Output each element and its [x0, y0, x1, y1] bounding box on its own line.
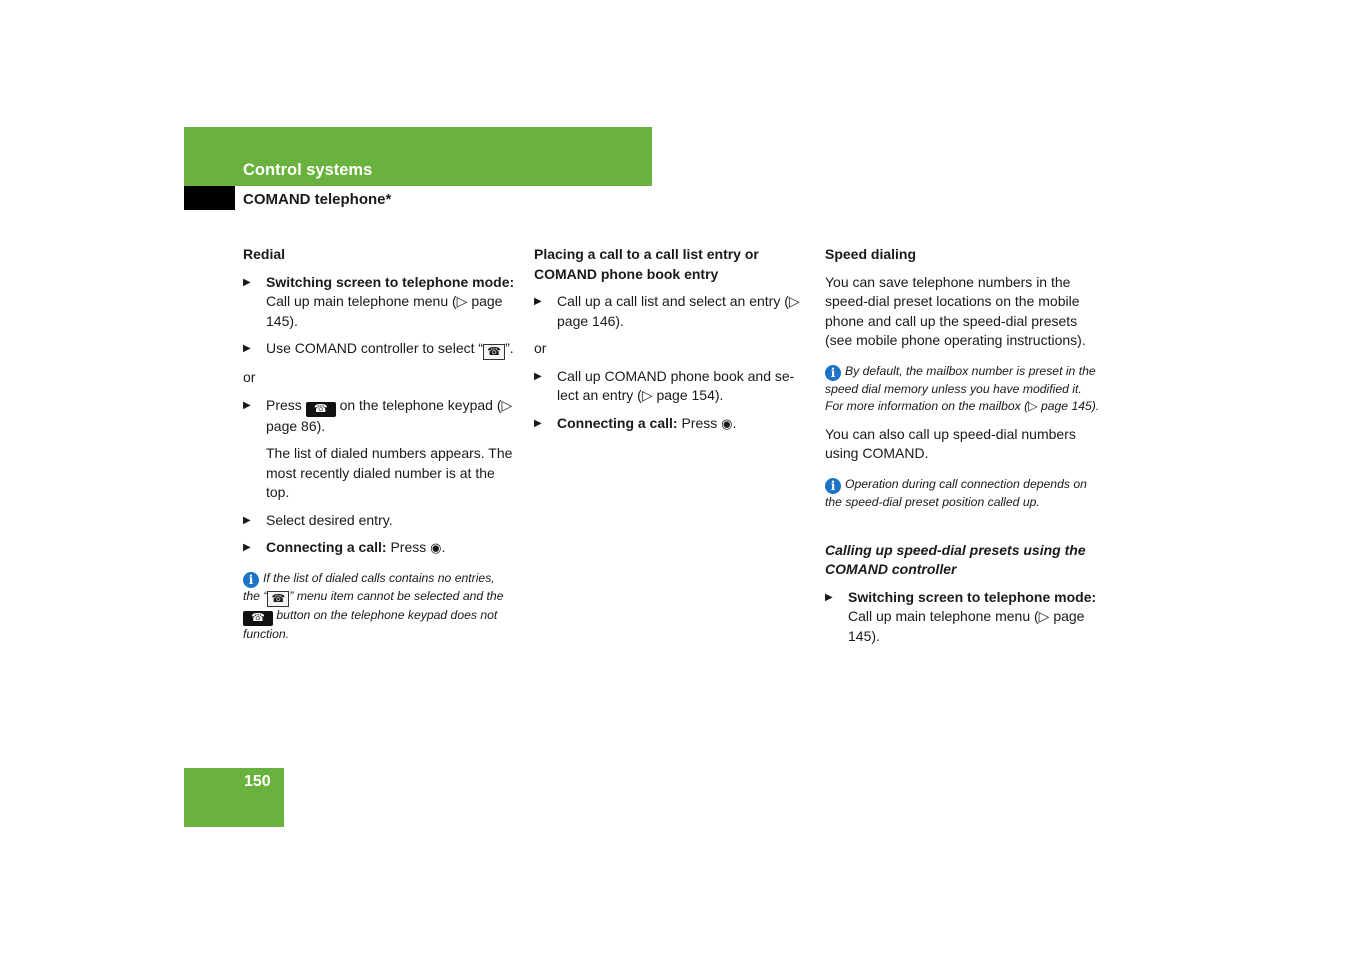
- step-text-end: on the telephone keypad (▷ page 86).: [266, 396, 513, 434]
- bullet-arrow-icon: ▶: [243, 276, 251, 288]
- info-icon: i: [243, 572, 259, 588]
- heading-call-list: Placing a call to a call list entry or COMAND phone book entry: [534, 246, 759, 282]
- bullet-arrow-icon: ▶: [243, 399, 251, 411]
- bullet-arrow-icon: ▶: [825, 591, 833, 603]
- step-text: Call up main telephone menu (▷ page 145).: [266, 293, 503, 329]
- telephone-button-icon: ☎: [306, 402, 336, 417]
- bullet-arrow-icon: ▶: [534, 417, 542, 429]
- telephone-screen-icon: ☎: [483, 344, 505, 360]
- step-select-telephone: [243, 339, 515, 360]
- subsection-title: COMAND telephone*: [243, 191, 392, 208]
- note-text: If the list of dialed calls contains no entries, the “: [243, 570, 495, 603]
- step-switch-telephone-mode: [825, 588, 1100, 647]
- paragraph-speed-dial-comand: You can also call up speed-dial numbers using COMAND.: [825, 425, 1076, 461]
- controller-icon: ◉: [721, 415, 733, 431]
- note-text-mid: ” menu item cannot be selected and the: [289, 588, 504, 603]
- step-text: Use COMAND controller to select “: [266, 340, 484, 356]
- bullet-arrow-icon: ▶: [243, 514, 251, 526]
- step-connect-call: [243, 538, 515, 558]
- step-phone-book: [534, 367, 802, 406]
- step-label: Connecting a call:: [557, 414, 678, 431]
- telephone-button-icon: ☎: [243, 611, 273, 626]
- step-switch-telephone-mode: [243, 273, 515, 332]
- step-text-end: .: [732, 414, 737, 431]
- step-text-end: .: [441, 539, 446, 555]
- or-text: or: [243, 369, 256, 385]
- controller-icon: ◉: [430, 540, 442, 555]
- column-call-list: [534, 245, 802, 441]
- paragraph-speed-dial-intro: You can save telephone numbers in the speed-dial preset locations on the mobile phone and call up the speed-dial presets (see mobile phone operating instructions).: [825, 273, 1086, 348]
- info-note-call-connection: [825, 476, 1100, 511]
- step-result: The list of dialed numbers appears. The most recently dialed number is at the top.: [266, 445, 513, 500]
- step-connect-call: [534, 414, 802, 434]
- info-note-mailbox: [825, 363, 1100, 415]
- note-text: By default, the mailbox number is preset in the speed dial memory unless you have modified it. For more information on the mailbox (▷ page 145).: [825, 363, 1100, 413]
- subheading-speed-dial-controller: Calling up speed-dial presets using the COMAND controller: [825, 541, 1086, 577]
- page-number: 150: [244, 773, 271, 790]
- section-title: Control systems: [243, 161, 373, 179]
- bullet-arrow-icon: ▶: [243, 542, 251, 553]
- step-text-end: ”.: [505, 340, 514, 356]
- step-text: Call up main telephone menu (▷ page 145).: [848, 608, 1085, 644]
- note-text: Operation during call connection depends on the speed-dial preset position called up.: [825, 476, 1087, 509]
- step-text: Call up a call list and select an entry (▷ page 146).: [557, 293, 800, 329]
- info-note-redial: [243, 570, 515, 643]
- bullet-arrow-icon: ▶: [534, 370, 542, 382]
- subsection-marker: [184, 186, 235, 210]
- step-label: Connecting a call:: [266, 539, 387, 555]
- step-label: Switching screen to telephone mode:: [266, 273, 515, 290]
- step-text: Press: [266, 396, 306, 413]
- step-text: Press: [386, 539, 431, 555]
- step-press-keypad: [243, 396, 515, 437]
- column-speed-dialing: [825, 245, 1100, 654]
- step-select-entry: [243, 511, 515, 531]
- step-text: Select desired entry.: [266, 511, 393, 528]
- note-text-end: button on the telephone keypad does not function.: [243, 607, 498, 641]
- bullet-arrow-icon: ▶: [243, 343, 251, 354]
- or-text: or: [534, 340, 547, 356]
- heading-speed-dialing: Speed dialing: [825, 246, 917, 262]
- step-text: Call up COMAND phone book and se-lect an entry (▷ page 154).: [557, 367, 795, 403]
- step-label: Switching screen to telephone mode:: [848, 588, 1097, 605]
- step-call-list: [534, 292, 802, 331]
- info-icon: i: [825, 365, 841, 381]
- telephone-screen-icon: ☎: [267, 591, 289, 607]
- step-text: Press: [677, 414, 722, 431]
- info-icon: i: [825, 478, 841, 494]
- column-redial: [243, 245, 515, 653]
- heading-redial: Redial: [243, 246, 286, 262]
- bullet-arrow-icon: ▶: [534, 296, 542, 307]
